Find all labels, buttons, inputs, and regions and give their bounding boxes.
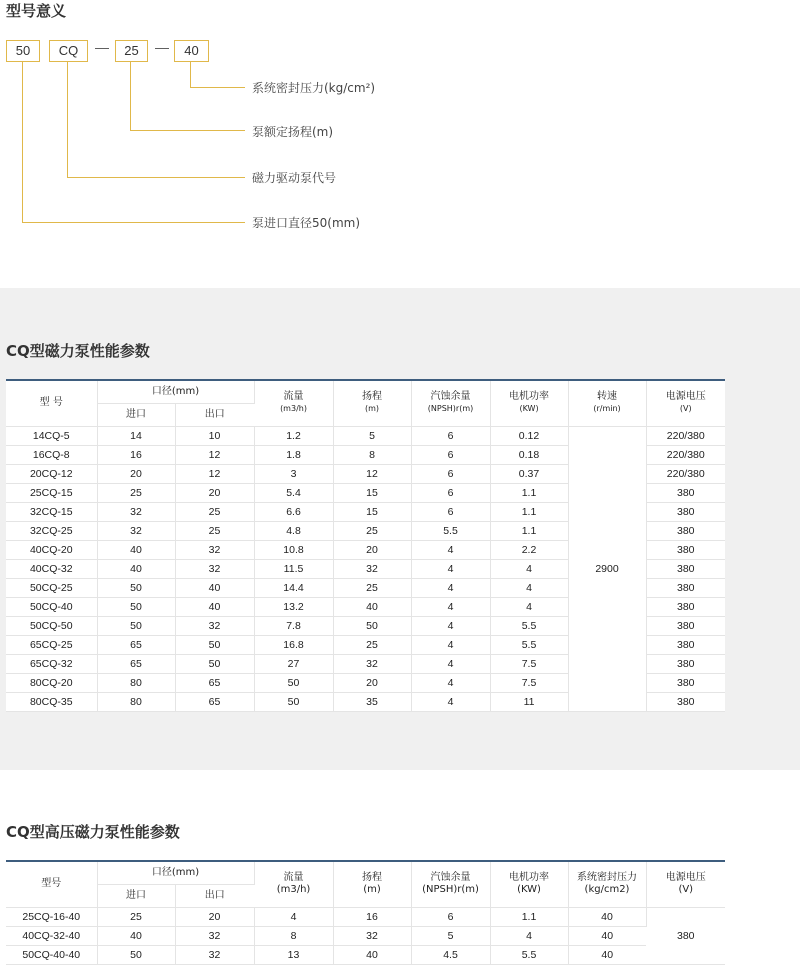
- table-cell: 6: [411, 464, 490, 483]
- table-cell: 380: [646, 616, 725, 635]
- cq-high-pressure-table: [6, 860, 725, 965]
- table-cell: 16CQ-8: [6, 445, 97, 464]
- table-cell: 14CQ-5: [6, 426, 97, 445]
- table-cell: 80: [97, 673, 175, 692]
- table-cell: 15: [333, 502, 411, 521]
- table-cell: 50: [333, 616, 411, 635]
- table-cell: 40: [568, 926, 646, 945]
- table-cell: 32: [333, 559, 411, 578]
- col-flow: 流量 (m3/h): [254, 380, 333, 426]
- table-cell: 20: [333, 673, 411, 692]
- col-head: 扬程 (m): [333, 380, 411, 426]
- table-cell: 4: [411, 597, 490, 616]
- cq-high-pressure-table-title: CQ型高压磁力泵性能参数: [6, 823, 180, 841]
- table-row: [6, 907, 725, 926]
- table-cell: 5: [333, 426, 411, 445]
- table-cell: 35: [333, 692, 411, 711]
- table-cell: 4: [490, 559, 568, 578]
- table-cell: 380: [646, 673, 725, 692]
- model-meaning-title: 型号意义: [6, 2, 67, 20]
- table-cell: 380: [646, 502, 725, 521]
- table-cell: 12: [175, 445, 254, 464]
- table-cell: 5.5: [490, 616, 568, 635]
- table-cell: 220/380: [646, 426, 725, 445]
- table-cell: 4: [411, 559, 490, 578]
- table-cell: 40: [333, 597, 411, 616]
- table-cell: 16: [333, 907, 411, 926]
- table-cell: 32CQ-25: [6, 521, 97, 540]
- col-diameter: 口径(mm): [97, 861, 254, 884]
- table-cell: 20: [97, 464, 175, 483]
- table-cell: 65: [97, 654, 175, 673]
- table-cell: 4.5: [411, 945, 490, 964]
- table-cell: 32: [175, 616, 254, 635]
- table-row: [6, 945, 725, 964]
- table-cell: 7.5: [490, 673, 568, 692]
- table-cell: 40: [175, 597, 254, 616]
- table-cell: 380: [646, 559, 725, 578]
- table-cell: 32: [175, 926, 254, 945]
- col-npsh: 汽蚀余量 (NPSH)r(m): [411, 380, 490, 426]
- col-voltage: 电源电压 (V): [646, 861, 725, 907]
- table-cell: 80CQ-35: [6, 692, 97, 711]
- label-inlet-diameter: 泵进口直径50(mm): [252, 216, 361, 230]
- table-cell: 40: [97, 559, 175, 578]
- table-cell: 20CQ-12: [6, 464, 97, 483]
- table-cell: 380: [646, 692, 725, 711]
- cq-table-title: CQ型磁力泵性能参数: [6, 342, 150, 360]
- col-outlet: 出口: [175, 884, 254, 907]
- table-cell: 40CQ-20: [6, 540, 97, 559]
- table-cell: 4: [490, 926, 568, 945]
- table-cell: 4: [411, 654, 490, 673]
- table-cell: 25: [97, 483, 175, 502]
- table-cell: 11: [490, 692, 568, 711]
- table-cell: 65: [175, 692, 254, 711]
- table-cell: 7.5: [490, 654, 568, 673]
- table-cell: 80CQ-20: [6, 673, 97, 692]
- table-cell: 40: [333, 945, 411, 964]
- table-cell: 14: [97, 426, 175, 445]
- table-cell: 50: [97, 597, 175, 616]
- table-cell: 13.2: [254, 597, 333, 616]
- table-cell: 25: [333, 635, 411, 654]
- col-inlet: 进口: [97, 884, 175, 907]
- voltage-value-cell: 380: [646, 907, 725, 964]
- table-cell: 50CQ-40-40: [6, 945, 97, 964]
- table-cell: 4: [254, 907, 333, 926]
- code-separator: —: [155, 39, 169, 55]
- table-cell: 40CQ-32-40: [6, 926, 97, 945]
- table-cell: 50: [175, 635, 254, 654]
- table-cell: 1.1: [490, 502, 568, 521]
- connector-line: [130, 62, 131, 131]
- table-cell: 65: [175, 673, 254, 692]
- cq-table-body: [6, 426, 725, 711]
- table-cell: 65: [97, 635, 175, 654]
- table-cell: 25CQ-16-40: [6, 907, 97, 926]
- connector-line: [67, 62, 68, 178]
- table-row: [6, 426, 725, 445]
- table-cell: 380: [646, 597, 725, 616]
- code-box-pressure: 40: [174, 40, 209, 62]
- code-box-type: CQ: [49, 40, 88, 62]
- table-cell: 32: [97, 521, 175, 540]
- table-cell: 0.12: [490, 426, 568, 445]
- table-cell: 380: [646, 635, 725, 654]
- table-cell: 8: [333, 445, 411, 464]
- table-cell: 32: [97, 502, 175, 521]
- table-cell: 50: [97, 616, 175, 635]
- connector-line: [190, 87, 245, 88]
- table-cell: 25: [333, 578, 411, 597]
- col-power: 电机功率 (KW): [490, 380, 568, 426]
- col-npsh: 汽蚀余量 (NPSH)r(m): [411, 861, 490, 907]
- connector-line: [190, 62, 191, 88]
- table-cell: 20: [175, 483, 254, 502]
- table-cell: 13: [254, 945, 333, 964]
- table-cell: 32: [333, 654, 411, 673]
- connector-line: [22, 222, 245, 223]
- table-cell: 40CQ-32: [6, 559, 97, 578]
- table-cell: 1.2: [254, 426, 333, 445]
- table-cell: 4.8: [254, 521, 333, 540]
- cq-performance-table: [6, 379, 725, 712]
- table-cell: 16: [97, 445, 175, 464]
- table-cell: 25: [175, 521, 254, 540]
- label-seal-pressure: 系统密封压力(kg/cm²): [252, 81, 376, 95]
- col-model: 型 号: [6, 380, 97, 426]
- table-cell: 27: [254, 654, 333, 673]
- table-cell: 1.1: [490, 907, 568, 926]
- col-power: 电机功率 (KW): [490, 861, 568, 907]
- table-cell: 10: [175, 426, 254, 445]
- label-rated-head: 泵额定扬程(m): [252, 125, 334, 139]
- table-cell: 6: [411, 502, 490, 521]
- connector-line: [22, 62, 23, 223]
- label-pump-code: 磁力驱动泵代号: [252, 171, 337, 185]
- table-cell: 32CQ-15: [6, 502, 97, 521]
- table-cell: 4: [411, 578, 490, 597]
- table-cell: 25: [97, 907, 175, 926]
- table-cell: 50: [175, 654, 254, 673]
- table-cell: 1.8: [254, 445, 333, 464]
- table-cell: 6.6: [254, 502, 333, 521]
- table-cell: 220/380: [646, 445, 725, 464]
- table-cell: 3: [254, 464, 333, 483]
- table-cell: 380: [646, 483, 725, 502]
- table-cell: 32: [175, 559, 254, 578]
- table-cell: 40: [97, 926, 175, 945]
- table-cell: 32: [175, 945, 254, 964]
- table-cell: 380: [646, 521, 725, 540]
- table-cell: 20: [333, 540, 411, 559]
- table-cell: 65CQ-25: [6, 635, 97, 654]
- table-cell: 40: [568, 907, 646, 926]
- table-cell: 10.8: [254, 540, 333, 559]
- table-cell: 5.5: [411, 521, 490, 540]
- table-cell: 32: [175, 540, 254, 559]
- table-cell: 1.1: [490, 521, 568, 540]
- table-cell: 14.4: [254, 578, 333, 597]
- table-cell: 12: [175, 464, 254, 483]
- col-flow: 流量 (m3/h): [254, 861, 333, 907]
- table-cell: 0.18: [490, 445, 568, 464]
- table-cell: 6: [411, 483, 490, 502]
- table-cell: 6: [411, 426, 490, 445]
- table-cell: 5.5: [490, 635, 568, 654]
- cq-high-pressure-table-body: [6, 907, 725, 964]
- code-box-head: 25: [115, 40, 148, 62]
- table-row: [6, 926, 725, 945]
- speed-value-cell: 2900: [568, 426, 646, 711]
- table-cell: 20: [175, 907, 254, 926]
- connector-line: [130, 130, 245, 131]
- table-cell: 4: [411, 635, 490, 654]
- table-cell: 80: [97, 692, 175, 711]
- table-cell: 25CQ-15: [6, 483, 97, 502]
- table-cell: 50CQ-25: [6, 578, 97, 597]
- table-cell: 12: [333, 464, 411, 483]
- table-cell: 32: [333, 926, 411, 945]
- connector-line: [67, 177, 245, 178]
- col-outlet: 出口: [175, 403, 254, 426]
- table-cell: 50: [97, 945, 175, 964]
- table-cell: 40: [175, 578, 254, 597]
- table-cell: 7.8: [254, 616, 333, 635]
- code-separator: —: [95, 39, 109, 55]
- table-cell: 25: [333, 521, 411, 540]
- table-cell: 15: [333, 483, 411, 502]
- col-diameter: 口径(mm): [97, 380, 254, 403]
- table-cell: 6: [411, 907, 490, 926]
- table-cell: 5.5: [490, 945, 568, 964]
- table-cell: 5.4: [254, 483, 333, 502]
- table-cell: 25: [175, 502, 254, 521]
- table-cell: 50CQ-50: [6, 616, 97, 635]
- col-model: 型号: [6, 861, 97, 907]
- col-inlet: 进口: [97, 403, 175, 426]
- table-cell: 0.37: [490, 464, 568, 483]
- table-cell: 11.5: [254, 559, 333, 578]
- table-cell: 4: [490, 597, 568, 616]
- table-cell: 380: [646, 654, 725, 673]
- table-cell: 6: [411, 445, 490, 464]
- table-cell: 50: [254, 673, 333, 692]
- table-cell: 16.8: [254, 635, 333, 654]
- table-cell: 4: [490, 578, 568, 597]
- table-cell: 4: [411, 616, 490, 635]
- table-cell: 40: [97, 540, 175, 559]
- table-cell: 220/380: [646, 464, 725, 483]
- col-head: 扬程 (m): [333, 861, 411, 907]
- table-cell: 8: [254, 926, 333, 945]
- col-speed: 转速 (r/min): [568, 380, 646, 426]
- table-cell: 380: [646, 578, 725, 597]
- col-voltage: 电源电压 (V): [646, 380, 725, 426]
- table-cell: 4: [411, 692, 490, 711]
- code-box-diameter: 50: [6, 40, 40, 62]
- table-cell: 1.1: [490, 483, 568, 502]
- col-seal-pressure: 系统密封压力 (kg/cm2): [568, 861, 646, 907]
- table-cell: 380: [646, 540, 725, 559]
- table-cell: 40: [568, 945, 646, 964]
- table-cell: 50CQ-40: [6, 597, 97, 616]
- table-cell: 4: [411, 540, 490, 559]
- table-cell: 50: [97, 578, 175, 597]
- table-cell: 4: [411, 673, 490, 692]
- table-cell: 2.2: [490, 540, 568, 559]
- table-cell: 50: [254, 692, 333, 711]
- table-cell: 5: [411, 926, 490, 945]
- table-cell: 65CQ-32: [6, 654, 97, 673]
